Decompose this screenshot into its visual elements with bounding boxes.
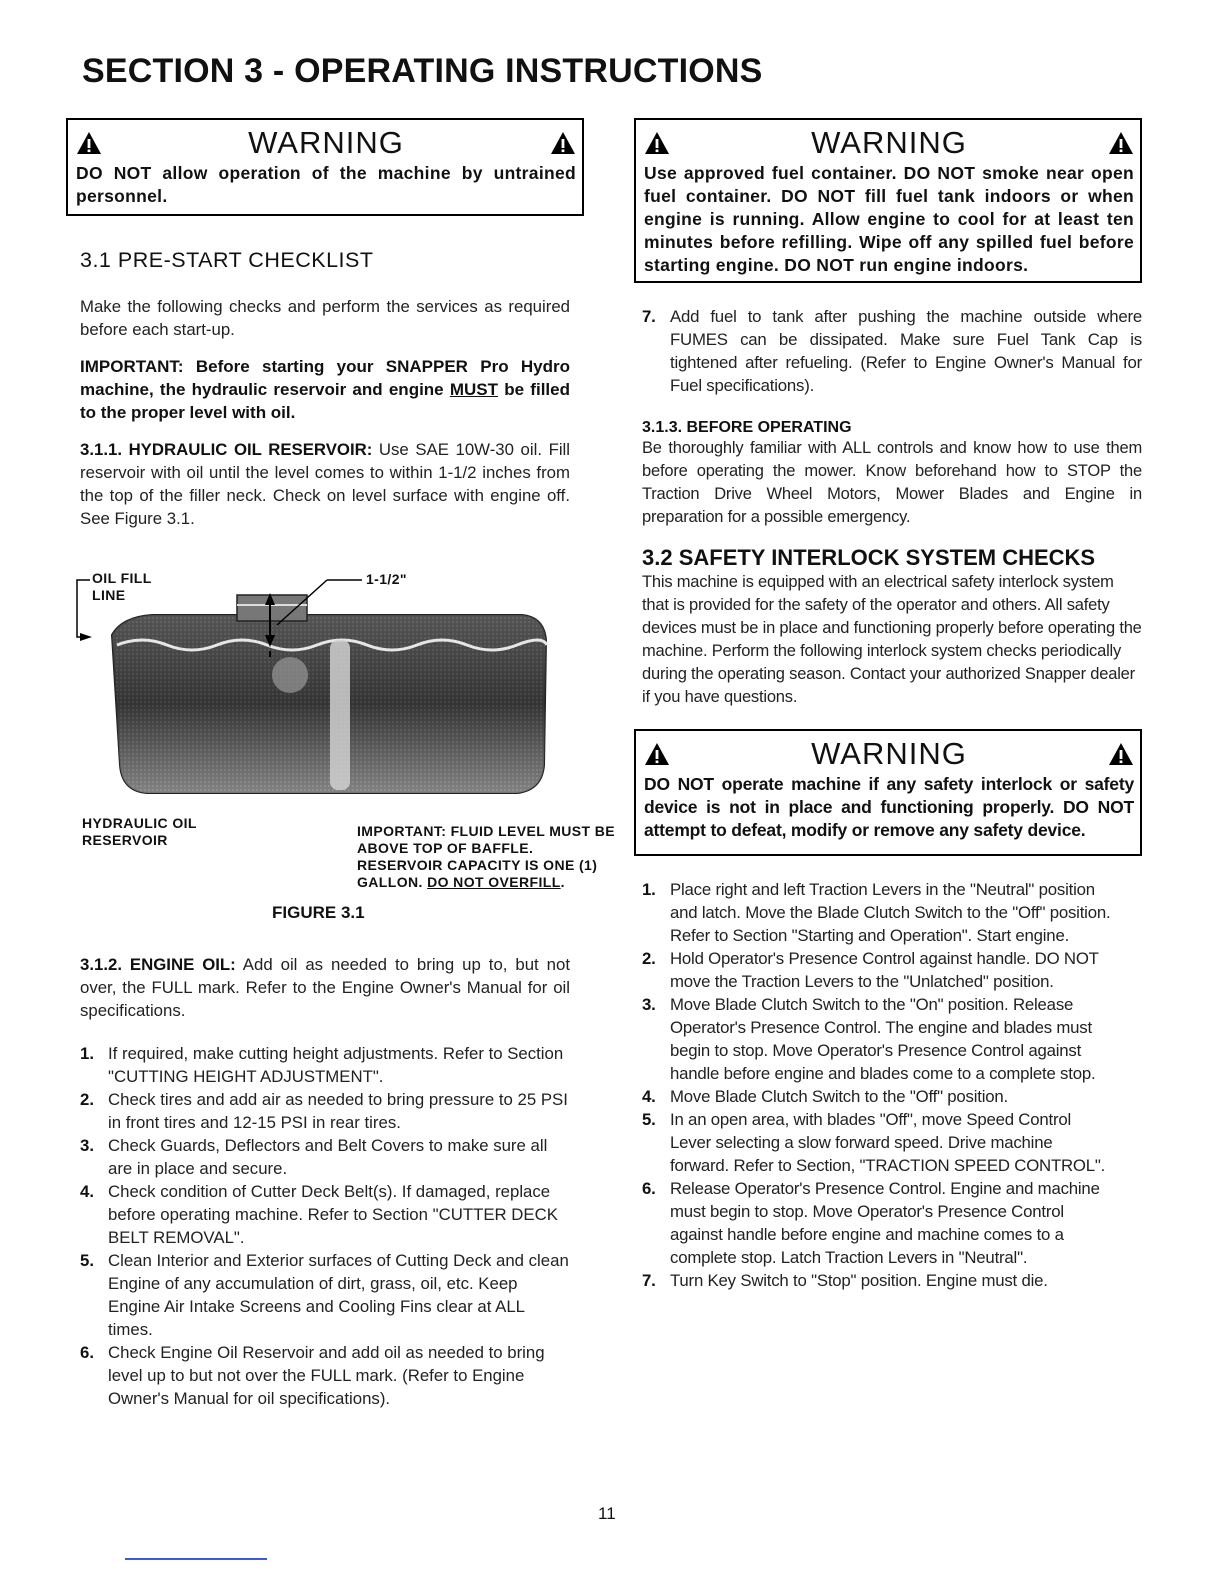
reservoir-label-1: HYDRAULIC OIL — [82, 815, 197, 831]
important-text-a: IMPORTANT: Before starting your SNAPPER Pro Hydro machine, the hydraulic reservoir and engine — [80, 357, 570, 399]
before-operating-text: Be thoroughly familiar with ALL controls and know how to use them before operating the mower. Know beforehand how to STOP the Traction Drive Wheel Motors, Mower Blades and Engine in preparation for a possible emergency. — [642, 439, 1142, 526]
hydraulic-oil-text: Use SAE 10W-30 oil. Fill reservoir with oil until the level comes to within 1-1/2 inches from the top of the filler neck. Check on level surface with engine off. See Figure 3.1. — [80, 440, 570, 528]
fluid-note-text: IMPORTANT: FLUID LEVEL MUST BE ABOVE TOP OF BAFFLE. RESERVOIR CAPACITY IS ONE (1) GALLON. — [357, 823, 616, 890]
warning-box-fuel — [634, 118, 1142, 283]
list-item: 4. Move Blade Clutch Switch to the "Off" position. — [642, 1087, 1008, 1106]
warning-triangle-icon — [550, 131, 576, 155]
pre-start-steps — [80, 1042, 570, 1410]
list-item: 1. If required, make cutting height adjustments. Refer to Section "CUTTING HEIGHT ADJUSTMENT". — [80, 1044, 564, 1086]
reservoir-label-2: RESERVOIR — [82, 832, 168, 848]
left-lower-column — [80, 953, 570, 1410]
warning-triangle-icon — [644, 131, 670, 155]
left-column — [66, 118, 584, 530]
right-column — [634, 118, 1142, 1292]
list-item: 7. Turn Key Switch to "Stop" position. Engine must die. — [642, 1271, 1048, 1290]
warning-header — [644, 124, 1134, 162]
engine-oil-paragraph — [80, 953, 570, 1022]
interlock-intro: This machine is equipped with an electrical safety interlock system that is provided for the safety of the operator and others. All safety devices must be in place and functioning properly before operating the machine. Perform the following interlock system checks periodically during the operating season. Contact your authorized Snapper dealer if you have questions. — [642, 573, 1142, 706]
section-heading-interlock: 3.2 SAFETY INTERLOCK SYSTEM CHECKS — [642, 545, 1096, 570]
warning-header — [76, 124, 576, 162]
page-number: 11 — [598, 1504, 616, 1523]
warning-heading: WARNING — [248, 125, 404, 160]
warning-header — [644, 735, 1134, 773]
list-item: 2. Hold Operator's Presence Control against handle. DO NOT move the Traction Levers to the "Unlatched" position. — [642, 949, 1099, 991]
warning-box-interlock — [634, 729, 1142, 856]
hydraulic-oil-label: 3.1.1. HYDRAULIC OIL RESERVOIR: — [80, 440, 373, 459]
list-item: 1. Place right and left Traction Levers in the "Neutral" position and latch. Move the Blade Clutch Switch to the "Off" position. Refer to Section "Starting and Operation". Start engine. — [642, 880, 1111, 945]
section-heading-pre-start: 3.1 PRE-START CHECKLIST — [80, 248, 374, 272]
do-not-overfill: DO NOT OVERFILL — [427, 874, 561, 890]
footer-line — [125, 1558, 267, 1560]
hydraulic-reservoir-label — [82, 815, 197, 849]
warning-text: DO NOT allow operation of the machine by untrained personnel. — [76, 163, 576, 206]
list-item: 6. Check Engine Oil Reservoir and add oil as needed to bring level up to but not over the FULL mark. (Refer to Engine Owner's Manual for oil specifications). — [80, 1343, 545, 1408]
oil-fill-line-1: OIL FILL — [92, 570, 152, 586]
warning-text: DO NOT operate machine if any safety interlock or safety device is not in place and functioning properly. DO NOT attempt to defeat, modify or remove any safety device. — [644, 774, 1134, 840]
figure-3-1 — [52, 565, 622, 935]
oil-fill-line-2: LINE — [92, 587, 126, 603]
list-item: 5. In an open area, with blades "Off", move Speed Control Lever selecting a slow forward speed. Drive machine forward. Refer to Section, "TRACTION SPEED CONTROL". — [642, 1110, 1106, 1175]
oil-fill-line-label — [92, 570, 152, 604]
list-item: 3. Check Guards, Deflectors and Belt Covers to make sure all are in place and secure. — [80, 1136, 548, 1178]
page-title: SECTION 3 - OPERATING INSTRUCTIONS — [82, 52, 763, 90]
measurement-label: 1-1/2" — [366, 571, 407, 587]
warning-box-personnel — [66, 118, 584, 216]
warning-triangle-icon — [1108, 742, 1134, 766]
list-item: 3. Move Blade Clutch Switch to the "On" position. Release Operator's Presence Control. The engine and blades must begin to stop. Move Operator's Presence Control against handle before engine and blades come to a complete stop. — [642, 995, 1096, 1083]
figure-caption: FIGURE 3.1 — [272, 903, 365, 922]
fluid-level-note — [357, 823, 622, 891]
list-item: 5. Clean Interior and Exterior surfaces of Cutting Deck and clean Engine of any accumulation of dirt, grass, oil, etc. Keep Engine Air Intake Screens and Cooling Fins clear at ALL times. — [80, 1251, 569, 1339]
warning-text: Use approved fuel container. DO NOT smoke near open fuel container. DO NOT fill fuel tank indoors or when engine is running. Allow engine to cool for at least ten minutes before refilling. Wipe off any spilled fuel before starting engine. DO NOT run engine indoors. — [644, 163, 1134, 275]
important-text-b: be filled to the proper level with oil. — [80, 380, 570, 422]
list-item: 4. Check condition of Cutter Deck Belt(s). If damaged, replace before operating machine. Refer to Section "CUTTER DECK BELT REMOVAL". — [80, 1182, 558, 1247]
warning-heading: WARNING — [811, 736, 967, 771]
list-item: 6. Release Operator's Presence Control. Engine and machine must begin to stop. Move Operator's Presence Control against handle before engine and machine comes to a complete stop. Latch Traction Levers in "Neutral". — [642, 1179, 1100, 1267]
important-note — [80, 355, 570, 424]
pre-start-intro: Make the following checks and perform the services as required before each start-up. — [80, 297, 570, 339]
list-item: 2. Check tires and add air as needed to bring pressure to 25 PSI in front tires and 12-15 PSI in rear tires. — [80, 1090, 568, 1132]
hydraulic-oil-paragraph — [80, 438, 570, 530]
fluid-note-end: . — [560, 874, 565, 890]
warning-heading: WARNING — [811, 125, 967, 160]
engine-oil-label: 3.1.2. ENGINE OIL: — [80, 955, 236, 974]
interlock-steps — [642, 878, 1112, 1292]
warning-triangle-icon — [76, 131, 102, 155]
before-operating-heading: 3.1.3. BEFORE OPERATING — [642, 419, 852, 436]
warning-triangle-icon — [644, 742, 670, 766]
fuel-step — [642, 305, 1142, 397]
warning-triangle-icon — [1108, 131, 1134, 155]
list-item: 7. Add fuel to tank after pushing the machine outside where FUMES can be dissipated. Make sure Fuel Tank Cap is tightened after refueling. (Refer to Engine Owner's Manual for Fuel specifications). — [642, 307, 1142, 395]
pre-start-content — [80, 295, 570, 530]
engine-oil-text: Add oil as needed to bring up to, but not over, the FULL mark. Refer to the Engine Owner's Manual for oil specifications. — [80, 955, 570, 1020]
important-must: MUST — [449, 380, 499, 399]
